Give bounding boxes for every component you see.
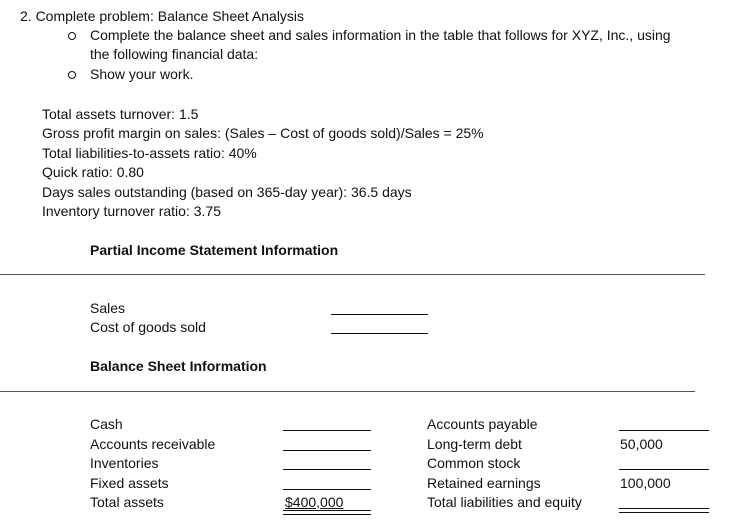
- section-divider: [0, 274, 705, 275]
- bullet-text-continued: the following financial data:: [90, 46, 259, 62]
- liability-label: Common stock: [427, 455, 521, 471]
- cogs-answer-blank: [331, 333, 428, 334]
- bullet-text: Show your work.: [90, 66, 194, 82]
- asset-label: Fixed assets: [90, 475, 169, 491]
- ratio-line: Total liabilities-to-assets ratio: 40%: [42, 145, 257, 161]
- ratio-line: Inventory turnover ratio: 3.75: [42, 203, 221, 219]
- balance-sheet-heading: Balance Sheet Information: [90, 358, 267, 374]
- ratio-line: Gross profit margin on sales: (Sales – Cost of goods sold)/Sales = 25%: [42, 125, 484, 141]
- problem-title: 2. Complete problem: Balance Sheet Analysis: [20, 8, 305, 24]
- total-assets-value: $400,000: [285, 494, 344, 510]
- retained-earnings-value: 100,000: [620, 475, 671, 491]
- ratio-line: Quick ratio: 0.80: [42, 164, 144, 180]
- total-liabilities-double-rule: [619, 508, 709, 513]
- income-statement-heading: Partial Income Statement Information: [90, 242, 339, 258]
- hollow-bullet-icon: [68, 71, 76, 79]
- income-row-label: Sales: [90, 300, 126, 316]
- hollow-bullet-icon: [68, 32, 76, 40]
- cash-answer-blank: [283, 430, 371, 431]
- income-row-label: Cost of goods sold: [90, 319, 206, 335]
- asset-label: Cash: [90, 416, 123, 432]
- long-term-debt-value: 50,000: [620, 436, 663, 452]
- asset-label: Total assets: [90, 494, 164, 510]
- section-divider: [0, 391, 695, 392]
- liability-label: Total liabilities and equity: [427, 494, 582, 510]
- common-stock-answer-blank: [619, 469, 709, 470]
- liability-label: Retained earnings: [427, 475, 541, 491]
- ratio-line: Days sales outstanding (based on 365-day year): 36.5 days: [42, 184, 412, 200]
- ratio-line: Total assets turnover: 1.5: [42, 106, 199, 122]
- sales-answer-blank: [331, 314, 428, 315]
- fixed-assets-answer-blank: [283, 489, 371, 490]
- total-assets-double-rule: [283, 510, 371, 515]
- asset-label: Inventories: [90, 455, 159, 471]
- bullet-text: Complete the balance sheet and sales information in the table that follows for XYZ, Inc., using: [90, 27, 671, 43]
- liability-label: Accounts payable: [427, 416, 538, 432]
- accounts-payable-answer-blank: [619, 430, 709, 431]
- asset-label: Accounts receivable: [90, 436, 216, 452]
- receivables-answer-blank: [283, 450, 371, 451]
- liability-label: Long-term debt: [427, 436, 522, 452]
- inventories-answer-blank: [283, 469, 371, 470]
